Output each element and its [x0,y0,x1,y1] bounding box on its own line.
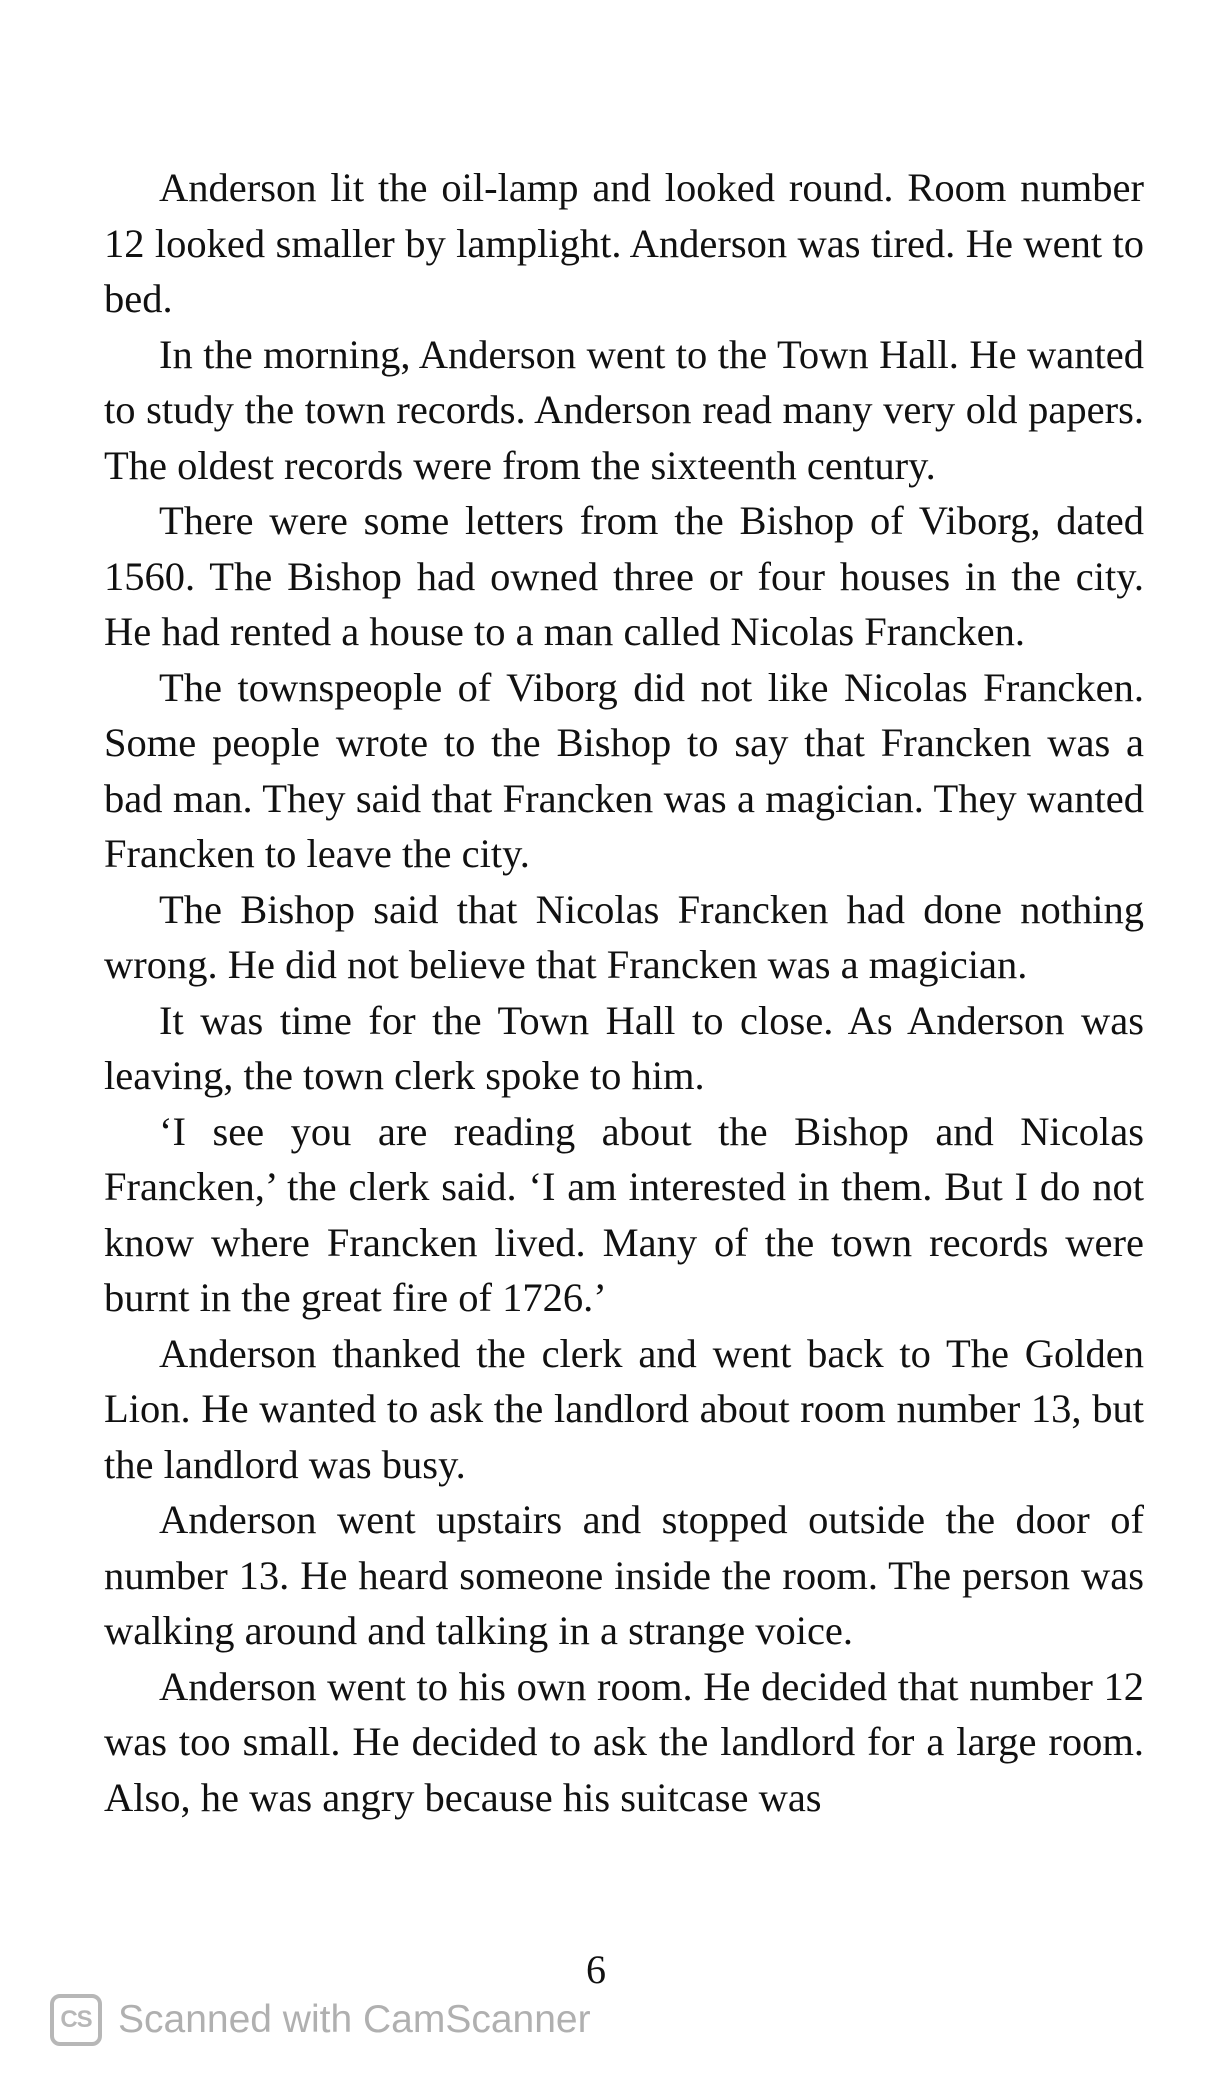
paragraph-2: In the morning, Anderson went to the Town Hall. He wanted to study the town records. Anderson read many very old papers. The oldest records were from the sixteenth century. [104,331,1144,488]
paragraph-1: Anderson lit the oil-lamp and looked round. Room number 12 looked smaller by lamplight. Anderson was tired. He went to bed. [104,165,1144,321]
camscanner-watermark [50,1994,591,2046]
paragraph-10: Anderson went to his own room. He decided that number 12 was too small. He decided to ask the landlord for a large room. Also, he was angry because his suitcase was [104,1663,1144,1820]
paragraph-3: There were some letters from the Bishop of Viborg, dated 1560. The Bishop had owned three or four houses in the city. He had rented a house to a man called Nicolas Francken. [104,498,1144,654]
watermark-text: Scanned with CamScanner [118,1998,591,2041]
paragraph-9: Anderson went upstairs and stopped outside the door of number 13. He heard someone inside the room. The person was walking around and talking in a strange voice. [104,1497,1144,1653]
paragraph-7: ‘I see you are reading about the Bishop and Nicolas Francken,’ the clerk said. ‘I am interested in them. But I do not know where Francken lived. Many of the town records were burnt in the great fire of 1726.’ [104,1108,1144,1320]
paragraph-4: The townspeople of Viborg did not like Nicolas Francken. Some people wrote to the Bishop to say that Francken was a bad man. They said that Francken was a magician. They wanted Francken to leave the city. [104,664,1144,876]
page-number: 6 [586,1947,606,1992]
paragraph-6: It was time for the Town Hall to close. As Anderson was leaving, the town clerk spoke to him. [104,997,1144,1098]
camscanner-logo-icon: CS [50,1994,102,2046]
paragraph-5: The Bishop said that Nicolas Francken had done nothing wrong. He did not believe that Francken was a magician. [104,886,1144,987]
paragraph-8: Anderson thanked the clerk and went back to The Golden Lion. He wanted to ask the landlord about room number 13, but the landlord was busy. [104,1330,1144,1487]
book-page-text [104,160,1144,1825]
